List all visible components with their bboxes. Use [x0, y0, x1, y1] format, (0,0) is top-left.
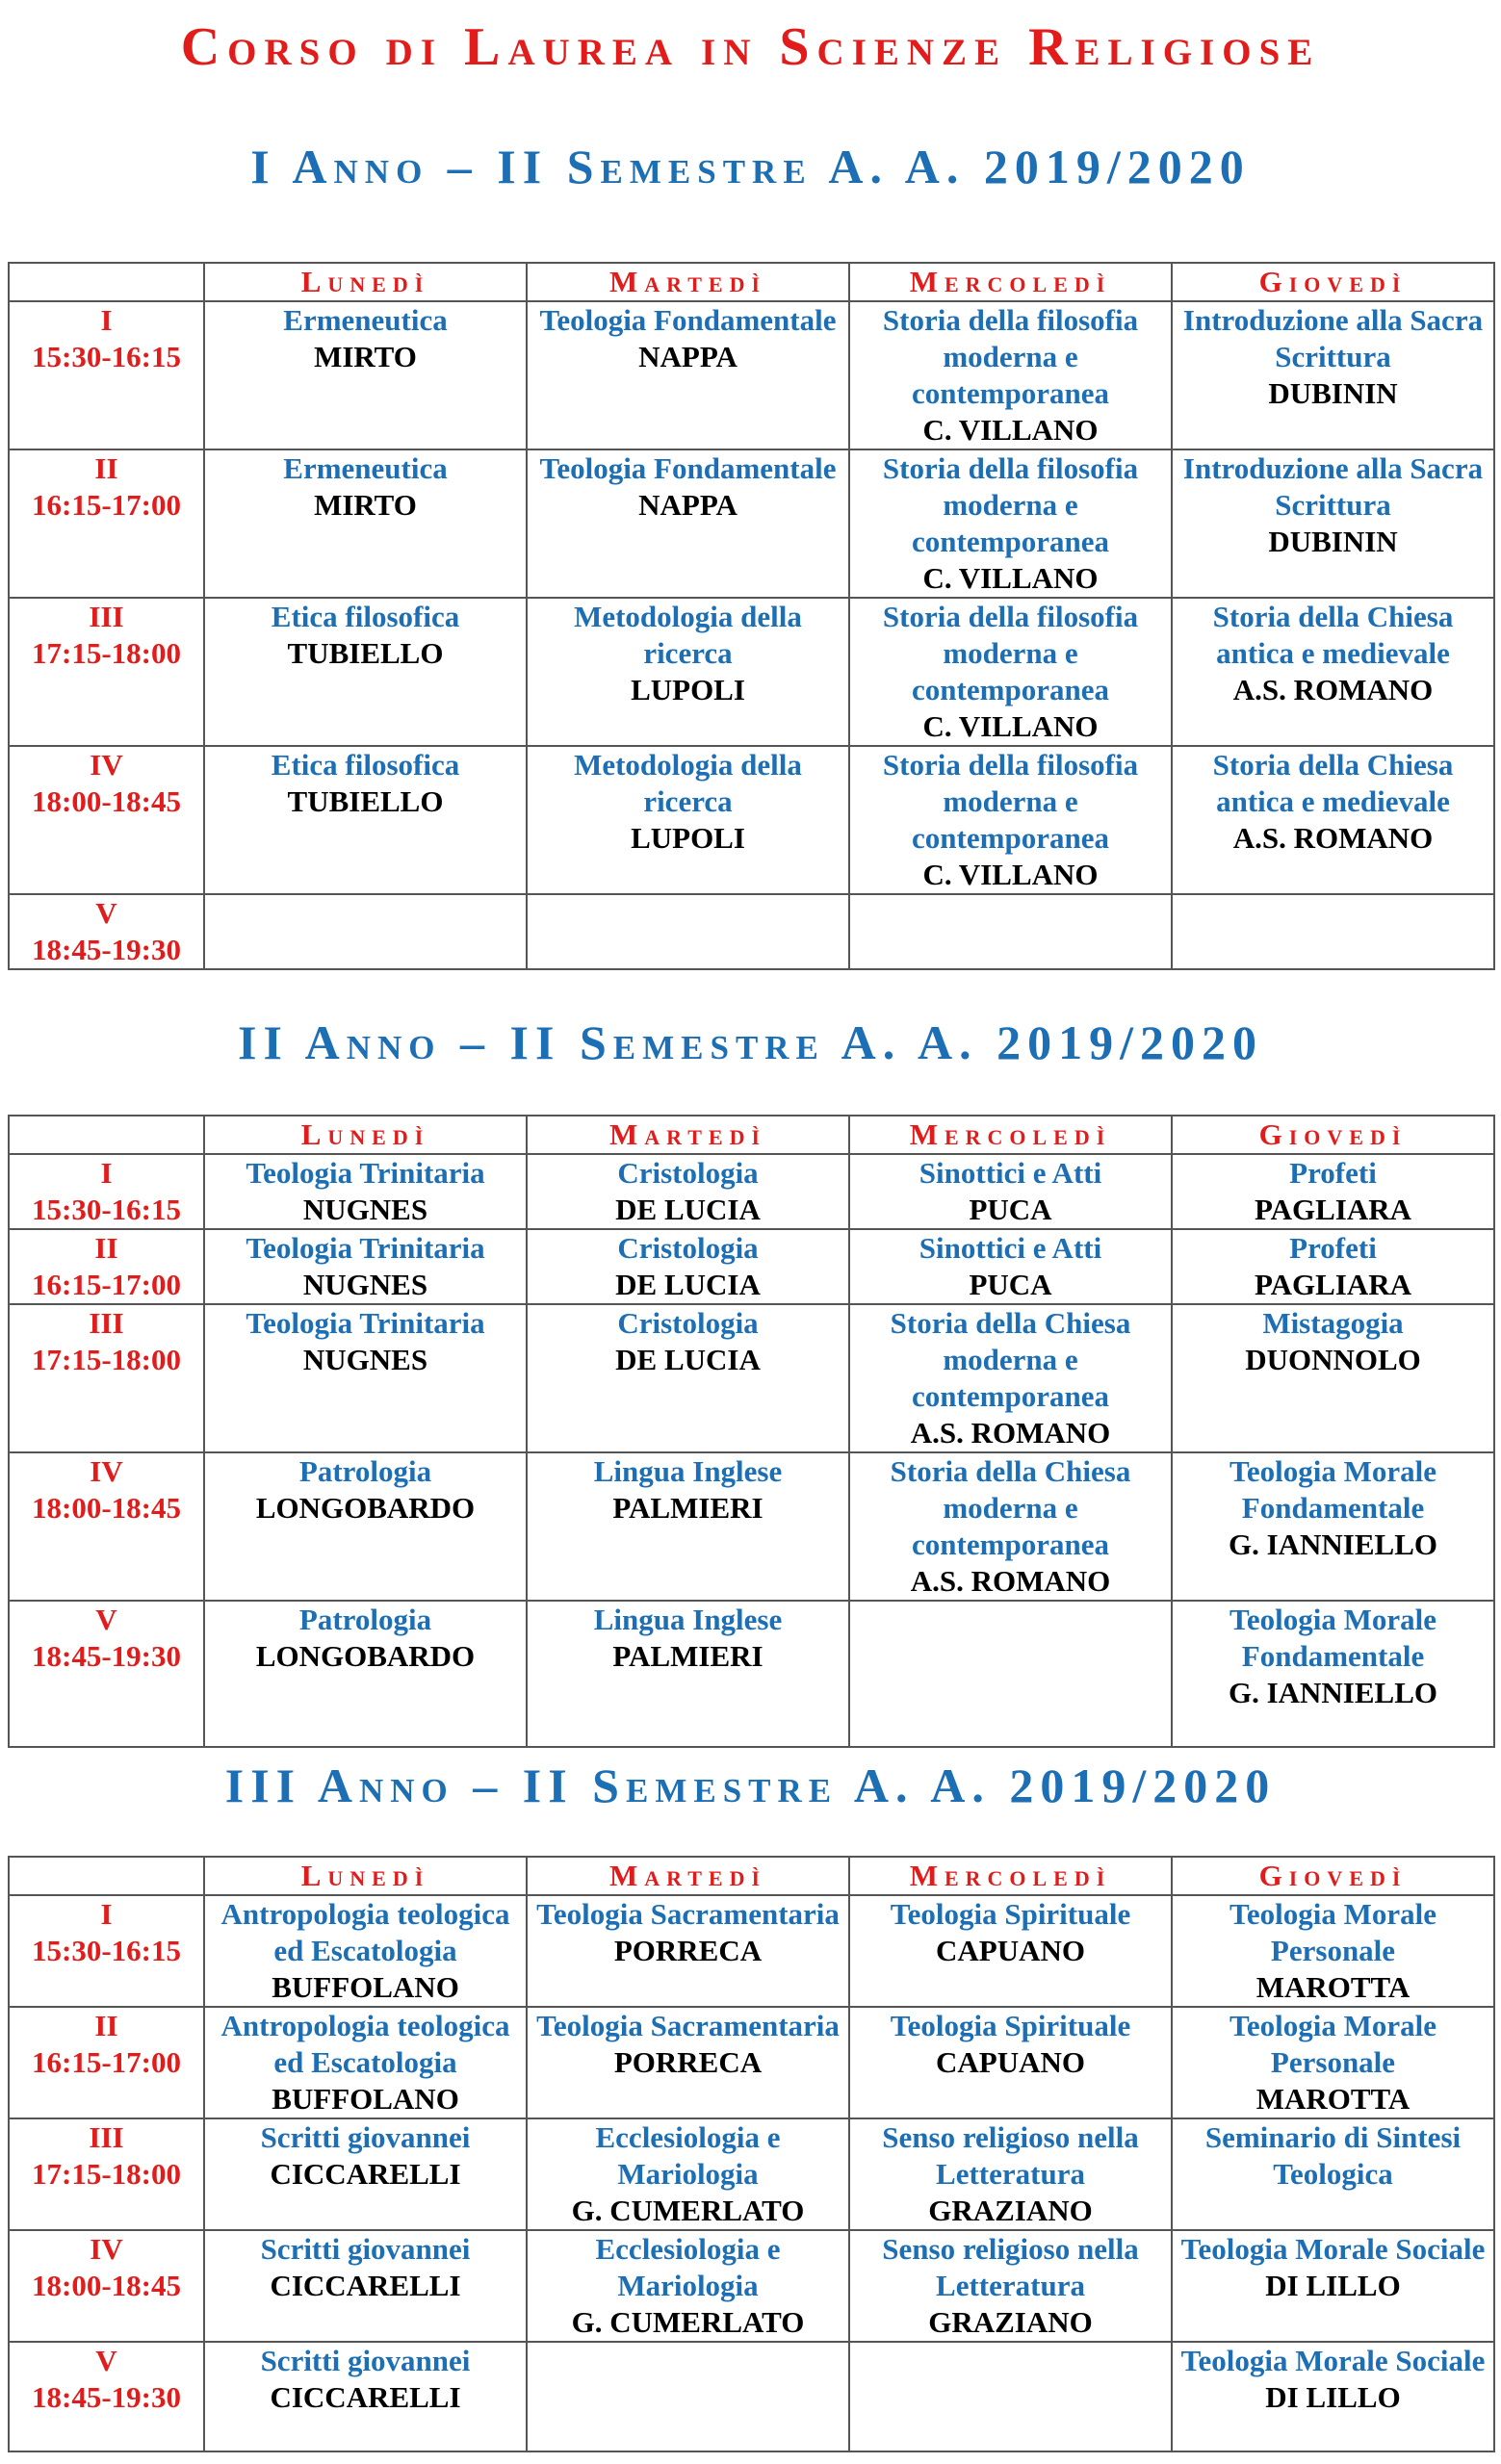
course-cell [527, 1895, 849, 2007]
course-professor: TUBIELLO [287, 784, 444, 818]
course-cell [527, 894, 849, 969]
time-slot-row [9, 2118, 1494, 2230]
course-cell [204, 449, 527, 598]
course-cell [849, 449, 1172, 598]
course-professor: CICCARELLI [270, 2157, 461, 2191]
course-cell [204, 2007, 527, 2118]
time-slot-row [9, 1304, 1494, 1452]
section-title-year-2: II Anno – II Semestre A. A. 2019/2020 [237, 1015, 1263, 1069]
day-header-row [9, 1116, 1494, 1154]
course-cell [1172, 2007, 1494, 2118]
course-cell [1172, 894, 1494, 969]
course-cell [527, 1229, 849, 1304]
day-header: Mercoledì [849, 1857, 1172, 1895]
course-professor: TUBIELLO [287, 636, 444, 670]
course-subject: Profeti [1289, 1156, 1377, 1190]
time-slot-row [9, 1154, 1494, 1229]
course-subject: Mistagogia [1262, 1306, 1404, 1340]
course-professor: PAGLIARA [1254, 1268, 1412, 1301]
time-slot-row [9, 449, 1494, 598]
slot-time: 16:15-17:00 [32, 2045, 181, 2079]
course-professor: DE LUCIA [615, 1268, 761, 1301]
course-professor: PALMIERI [612, 1491, 763, 1525]
course-subject: Introduzione alla Sacra Scrittura [1182, 451, 1484, 522]
course-subject: Patrologia [298, 1454, 432, 1488]
section-title-year-3: III Anno – II Semestre A. A. 2019/2020 [224, 1758, 1277, 1812]
corner-cell [9, 1116, 204, 1154]
time-slot-row [9, 1452, 1494, 1601]
course-cell [527, 2007, 849, 2118]
slot-number: V [95, 1603, 117, 1636]
course-cell [1172, 1154, 1494, 1229]
schedule-table-year-1 [8, 262, 1495, 970]
course-subject: Storia della filosofia moderna e contemporanea [882, 303, 1139, 410]
course-professor: NUGNES [302, 1193, 428, 1226]
day-header-row [9, 1857, 1494, 1895]
course-subject: Senso religioso nella Letteratura [882, 2232, 1139, 2302]
time-slot-row [9, 2230, 1494, 2342]
course-subject: Storia della Chiesa moderna e contemporanea [890, 1454, 1131, 1561]
course-cell [849, 2230, 1172, 2342]
time-slot [9, 894, 204, 969]
course-cell [204, 1895, 527, 2007]
course-cell [1172, 1452, 1494, 1601]
day-header: Lunedì [204, 1116, 527, 1154]
course-professor: A.S. ROMANO [1232, 821, 1434, 855]
course-subject: Storia della filosofia moderna e contemporanea [882, 451, 1139, 558]
course-professor: LUPOLI [631, 673, 745, 706]
slot-number: I [100, 1156, 113, 1190]
slot-number: II [94, 451, 118, 485]
day-header: Giovedì [1172, 263, 1494, 301]
course-subject: Teologia Fondamentale [539, 303, 837, 337]
course-subject: Teologia Morale Personale [1229, 1897, 1436, 1967]
course-cell [849, 1601, 1172, 1747]
course-cell [849, 2118, 1172, 2230]
course-cell [204, 2230, 527, 2342]
course-professor: CAPUANO [936, 1934, 1085, 1967]
course-cell [1172, 1229, 1494, 1304]
course-professor: PALMIERI [612, 1639, 763, 1673]
schedule-table-year-2 [8, 1115, 1495, 1748]
course-professor: BUFFOLANO [272, 1970, 459, 2004]
course-professor: PORRECA [613, 1934, 763, 1967]
course-cell [849, 746, 1172, 894]
time-slot [9, 2118, 204, 2230]
course-professor: C. VILLANO [922, 413, 1099, 447]
course-subject: Etica filosofica [271, 748, 460, 782]
slot-time: 18:45-19:30 [32, 1639, 181, 1673]
slot-time: 18:00-18:45 [32, 1491, 181, 1525]
course-cell [527, 2342, 849, 2451]
time-slot [9, 598, 204, 746]
course-cell [849, 1229, 1172, 1304]
course-cell [527, 2118, 849, 2230]
time-slot-row [9, 1601, 1494, 1747]
course-cell [1172, 2118, 1494, 2230]
course-professor: G. CUMERLATO [571, 2305, 805, 2339]
time-slot [9, 301, 204, 449]
time-slot-row [9, 1229, 1494, 1304]
time-slot [9, 1304, 204, 1452]
course-professor: DE LUCIA [615, 1193, 761, 1226]
course-subject: Profeti [1289, 1231, 1377, 1265]
course-professor: DUBININ [1268, 525, 1398, 558]
course-subject: Scritti giovannei [260, 2344, 471, 2377]
slot-time: 18:00-18:45 [32, 784, 181, 818]
course-subject: Cristologia [617, 1231, 759, 1265]
course-cell [849, 2342, 1172, 2451]
slot-time: 16:15-17:00 [32, 488, 181, 522]
slot-time: 15:30-16:15 [32, 340, 181, 373]
course-subject: Etica filosofica [271, 600, 460, 633]
slot-time: 18:45-19:30 [32, 933, 181, 966]
slot-number: II [94, 2009, 118, 2042]
course-cell [204, 1452, 527, 1601]
course-subject: Sinottici e Atti [919, 1231, 1102, 1265]
course-cell [204, 598, 527, 746]
slot-number: V [95, 896, 117, 930]
course-cell [527, 1601, 849, 1747]
course-cell [849, 1304, 1172, 1452]
course-subject: Ermeneutica [283, 303, 448, 337]
day-header: Martedì [527, 1857, 849, 1895]
day-header: Mercoledì [849, 263, 1172, 301]
course-subject: Cristologia [617, 1306, 759, 1340]
course-professor: C. VILLANO [922, 709, 1099, 743]
course-cell [849, 301, 1172, 449]
section-title-year-1: I Anno – II Semestre A. A. 2019/2020 [250, 140, 1251, 193]
time-slot-row [9, 1895, 1494, 2007]
time-slot [9, 449, 204, 598]
course-cell [849, 894, 1172, 969]
course-subject: Teologia Trinitaria [246, 1231, 485, 1265]
slot-time: 16:15-17:00 [32, 1268, 181, 1301]
course-professor: LONGOBARDO [255, 1639, 476, 1673]
time-slot [9, 2342, 204, 2451]
course-professor: MAROTTA [1255, 2082, 1410, 2116]
course-subject: Storia della Chiesa antica e medievale [1212, 748, 1454, 818]
slot-number: III [89, 2120, 124, 2154]
course-professor: DUONNOLO [1245, 1343, 1421, 1376]
time-slot-row [9, 746, 1494, 894]
course-cell [527, 1304, 849, 1452]
slot-time: 18:00-18:45 [32, 2269, 181, 2302]
course-professor: NUGNES [302, 1268, 428, 1301]
day-header-row [9, 263, 1494, 301]
slot-time: 17:15-18:00 [32, 636, 181, 670]
course-subject: Storia della filosofia moderna e contemporanea [882, 748, 1139, 855]
course-cell [527, 1154, 849, 1229]
course-cell [1172, 1304, 1494, 1452]
course-cell [204, 2118, 527, 2230]
course-cell [1172, 449, 1494, 598]
slot-number: I [100, 303, 113, 337]
course-cell [527, 1452, 849, 1601]
course-subject: Antropologia teologica ed Escatologia [220, 1897, 510, 1967]
course-professor: CAPUANO [936, 2045, 1085, 2079]
course-professor: NUGNES [302, 1343, 428, 1376]
slot-number: I [100, 1897, 113, 1931]
course-professor: PUCA [969, 1193, 1052, 1226]
slot-number: II [94, 1231, 118, 1265]
course-cell [527, 598, 849, 746]
time-slot-row [9, 2007, 1494, 2118]
course-cell [849, 1452, 1172, 1601]
course-subject: Storia della Chiesa moderna e contemporanea [890, 1306, 1131, 1413]
course-cell [204, 746, 527, 894]
course-professor: LONGOBARDO [255, 1491, 476, 1525]
course-professor: DI LILLO [1265, 2269, 1401, 2302]
course-professor: MAROTTA [1255, 1970, 1410, 2004]
course-professor: A.S. ROMANO [1232, 673, 1434, 706]
course-cell [204, 1229, 527, 1304]
course-subject: Sinottici e Atti [919, 1156, 1102, 1190]
day-header: Martedì [527, 263, 849, 301]
course-professor: LUPOLI [631, 821, 745, 855]
slot-time: 15:30-16:15 [32, 1934, 181, 1967]
slot-number: IV [90, 2232, 123, 2266]
course-cell [1172, 2342, 1494, 2451]
slot-time: 15:30-16:15 [32, 1193, 181, 1226]
course-subject: Teologia Spirituale [890, 2009, 1131, 2042]
corner-cell [9, 1857, 204, 1895]
course-subject: Teologia Fondamentale [539, 451, 837, 485]
course-subject: Metodologia della ricerca [574, 748, 802, 818]
course-subject: Cristologia [617, 1156, 759, 1190]
time-slot [9, 1154, 204, 1229]
course-professor: C. VILLANO [922, 858, 1099, 891]
course-subject: Scritti giovannei [260, 2232, 471, 2266]
course-professor: CICCARELLI [270, 2269, 461, 2302]
course-subject: Teologia Morale Sociale [1180, 2232, 1486, 2266]
course-subject: Storia della filosofia moderna e contemporanea [882, 600, 1139, 706]
slot-number: IV [90, 1454, 123, 1488]
course-professor: BUFFOLANO [272, 2082, 459, 2116]
course-professor: DE LUCIA [615, 1343, 761, 1376]
course-cell [527, 449, 849, 598]
course-cell [204, 301, 527, 449]
course-cell [527, 746, 849, 894]
course-subject: Ermeneutica [283, 451, 448, 485]
course-subject: Lingua Inglese [593, 1454, 783, 1488]
course-professor: G. IANNIELLO [1228, 1676, 1438, 1709]
course-professor: A.S. ROMANO [910, 1564, 1111, 1598]
course-cell [204, 1154, 527, 1229]
page-title: Corso di Laurea in Scienze Religiose [180, 17, 1321, 77]
course-cell [1172, 2230, 1494, 2342]
course-cell [1172, 746, 1494, 894]
course-cell [204, 894, 527, 969]
time-slot [9, 1229, 204, 1304]
time-slot [9, 1895, 204, 2007]
time-slot [9, 1452, 204, 1601]
course-subject: Lingua Inglese [593, 1603, 783, 1636]
course-cell [204, 1304, 527, 1452]
course-cell [1172, 301, 1494, 449]
slot-time: 17:15-18:00 [32, 2157, 181, 2191]
time-slot [9, 2007, 204, 2118]
course-professor: PAGLIARA [1254, 1193, 1412, 1226]
course-subject: Teologia Trinitaria [246, 1156, 485, 1190]
course-subject: Antropologia teologica ed Escatologia [220, 2009, 510, 2079]
course-professor: NAPPA [638, 340, 738, 373]
course-subject: Metodologia della ricerca [574, 600, 802, 670]
time-slot-row [9, 2342, 1494, 2451]
course-cell [1172, 598, 1494, 746]
course-cell [204, 1601, 527, 1747]
course-cell [849, 2007, 1172, 2118]
course-subject: Teologia Sacramentaria [536, 2009, 840, 2042]
day-header: Martedì [527, 1116, 849, 1154]
course-subject: Teologia Sacramentaria [536, 1897, 840, 1931]
time-slot [9, 2230, 204, 2342]
course-professor: GRAZIANO [928, 2194, 1093, 2227]
day-header: Giovedì [1172, 1857, 1494, 1895]
time-slot-row [9, 894, 1494, 969]
day-header: Mercoledì [849, 1116, 1172, 1154]
day-header: Lunedì [204, 1857, 527, 1895]
time-slot-row [9, 301, 1494, 449]
course-cell [1172, 1895, 1494, 2007]
time-slot [9, 746, 204, 894]
schedule-table-year-3 [8, 1856, 1495, 2452]
time-slot [9, 1601, 204, 1747]
course-subject: Patrologia [298, 1603, 432, 1636]
course-professor: G. IANNIELLO [1228, 1527, 1438, 1561]
course-professor: C. VILLANO [922, 561, 1099, 595]
slot-number: V [95, 2344, 117, 2377]
course-professor: PORRECA [613, 2045, 763, 2079]
course-cell [204, 2342, 527, 2451]
course-professor: MIRTO [314, 340, 417, 373]
course-professor: G. CUMERLATO [571, 2194, 805, 2227]
course-subject: Ecclesiologia e Mariologia [595, 2120, 781, 2191]
course-subject: Storia della Chiesa antica e medievale [1212, 600, 1454, 670]
course-cell [849, 1154, 1172, 1229]
slot-number: III [89, 1306, 124, 1340]
course-subject: Teologia Morale Fondamentale [1229, 1454, 1436, 1525]
course-subject: Seminario di Sintesi Teologica [1204, 2120, 1462, 2191]
course-professor: A.S. ROMANO [910, 1416, 1111, 1450]
course-subject: Ecclesiologia e Mariologia [595, 2232, 781, 2302]
course-subject: Scritti giovannei [260, 2120, 471, 2154]
course-subject: Teologia Spirituale [890, 1897, 1131, 1931]
course-cell [849, 598, 1172, 746]
course-subject: Teologia Morale Fondamentale [1229, 1603, 1436, 1673]
course-subject: Teologia Trinitaria [246, 1306, 485, 1340]
course-professor: NAPPA [638, 488, 738, 522]
course-professor: GRAZIANO [928, 2305, 1093, 2339]
course-subject: Introduzione alla Sacra Scrittura [1182, 303, 1484, 373]
slot-time: 18:45-19:30 [32, 2380, 181, 2414]
course-subject: Teologia Morale Sociale [1180, 2344, 1486, 2377]
course-subject: Teologia Morale Personale [1229, 2009, 1436, 2079]
course-cell [527, 301, 849, 449]
time-slot-row [9, 598, 1494, 746]
course-cell [849, 1895, 1172, 2007]
day-header: Giovedì [1172, 1116, 1494, 1154]
slot-number: III [89, 600, 124, 633]
course-professor: DUBININ [1268, 376, 1398, 410]
course-professor: MIRTO [314, 488, 417, 522]
course-subject: Senso religioso nella Letteratura [882, 2120, 1139, 2191]
course-professor: PUCA [969, 1268, 1052, 1301]
day-header: Lunedì [204, 263, 527, 301]
course-professor: DI LILLO [1265, 2380, 1401, 2414]
course-cell [1172, 1601, 1494, 1747]
course-cell [527, 2230, 849, 2342]
slot-number: IV [90, 748, 123, 782]
course-professor: CICCARELLI [270, 2380, 461, 2414]
slot-time: 17:15-18:00 [32, 1343, 181, 1376]
corner-cell [9, 263, 204, 301]
